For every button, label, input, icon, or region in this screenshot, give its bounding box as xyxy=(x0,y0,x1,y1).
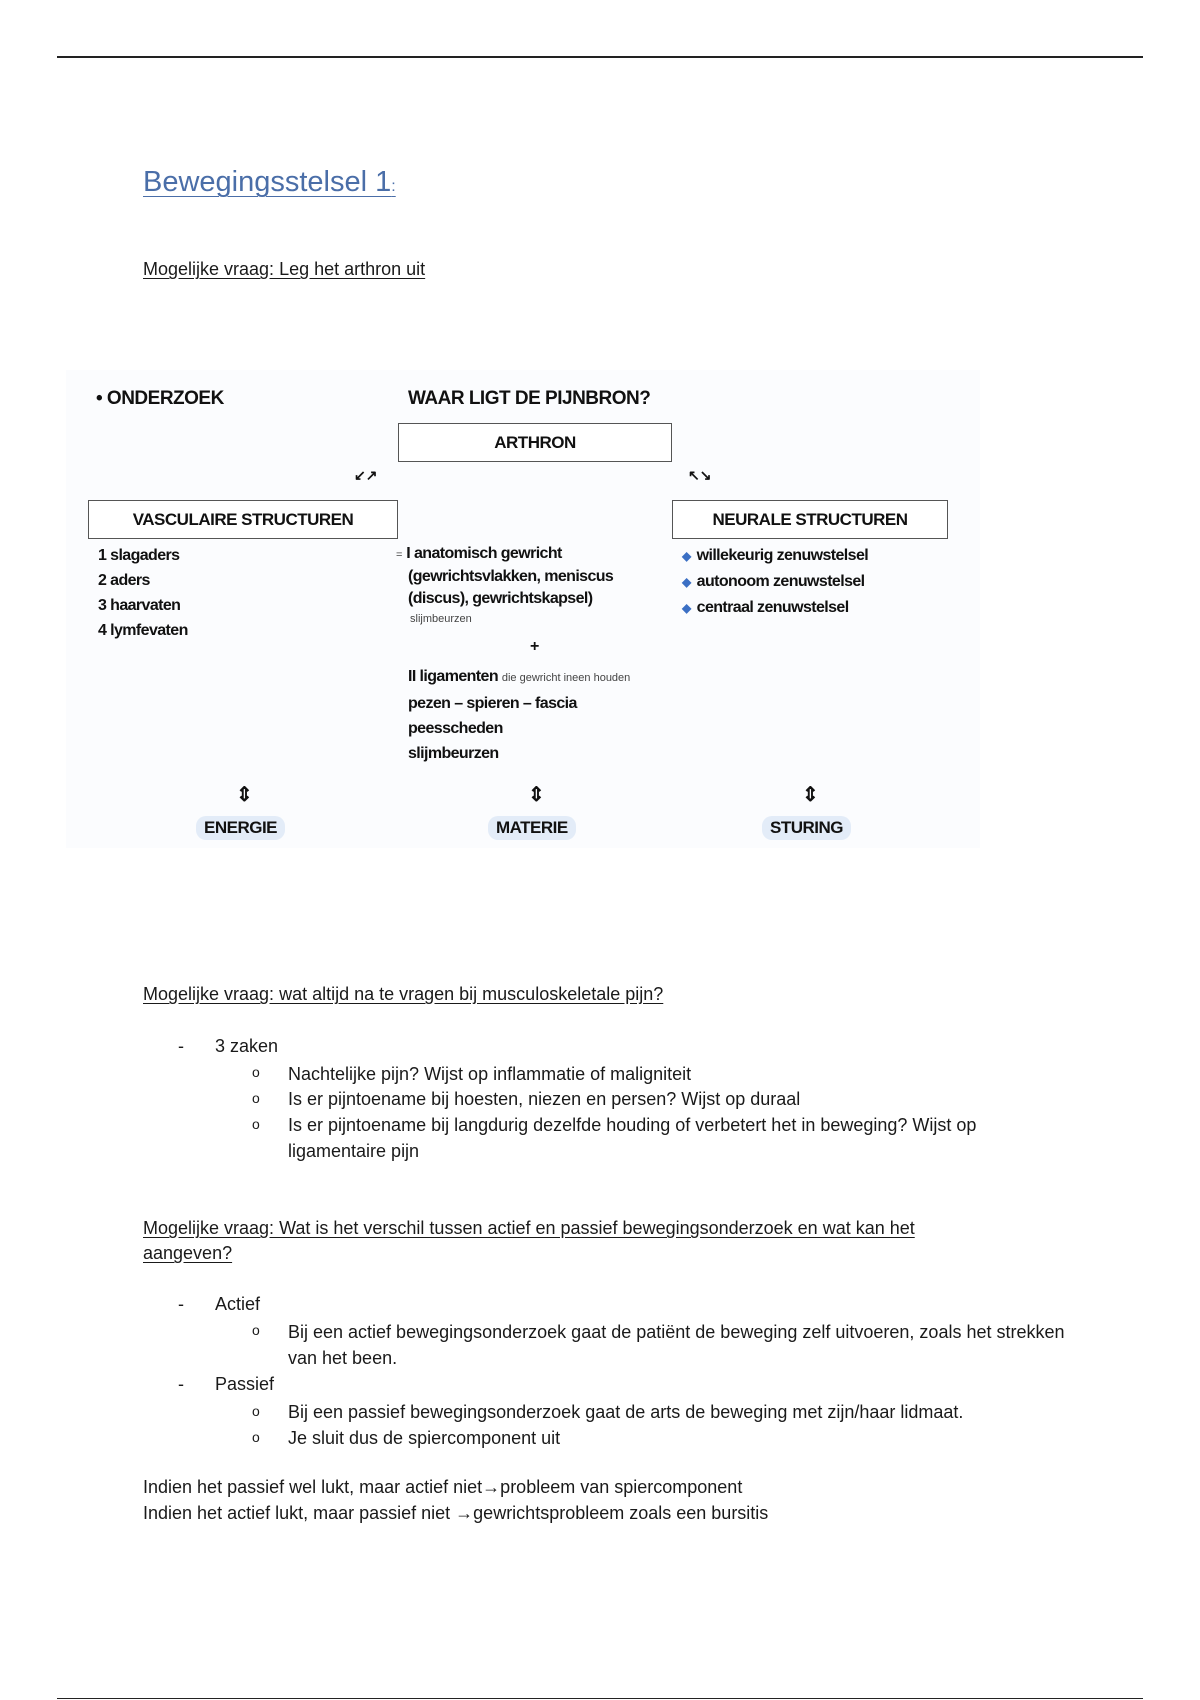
question-arthron: Mogelijke vraag: Leg het arthron uit xyxy=(143,259,426,279)
plus-sign: + xyxy=(530,638,539,655)
list-item: willekeurig zenuwstelsel xyxy=(696,547,869,564)
diamond-bullet-icon: ◆ xyxy=(682,601,691,615)
list-item: 3 zaken xyxy=(215,1036,279,1056)
list-item: Nachtelijke pijn? Wijst op inflammatie of maligniteit xyxy=(288,1064,692,1084)
neural-box: NEURALE STRUCTUREN xyxy=(672,500,948,539)
list-item: (discus), gewrichtskapsel) xyxy=(408,590,593,607)
list-item: Passief xyxy=(215,1374,275,1394)
diamond-bullet-icon: ◆ xyxy=(682,575,691,589)
question-actief-passief: Mogelijke vraag: Wat is het verschil tussen actief en passief bewegingsonderzoek en wat kan het aangeven? xyxy=(143,1218,915,1263)
list-item: 1 slagaders xyxy=(98,547,180,564)
list-item: Bij een passief bewegingsonderzoek gaat de arts de beweging met zijn/haar lidmaat. xyxy=(288,1402,964,1422)
page-title: Bewegingsstelsel 1: xyxy=(143,166,396,198)
updown-arrow-icon: ⇕ xyxy=(236,784,253,806)
small-note: slijmbeurzen xyxy=(410,613,472,625)
list-item: slijmbeurzen xyxy=(408,745,499,762)
arthron-components xyxy=(396,543,666,766)
circle-bullet-icon: o xyxy=(252,1322,260,1338)
equals-sign: = xyxy=(396,549,403,561)
list-item: 2 aders xyxy=(98,572,150,589)
list-item: peesscheden xyxy=(408,720,503,737)
small-note: die gewricht ineen houden xyxy=(501,672,631,684)
dash-bullet: - xyxy=(178,1294,184,1314)
arrows-right-icon: ↖↘ xyxy=(688,467,712,483)
footer-rule xyxy=(57,1698,1143,1699)
conclusion-line: Indien het passief wel lukt, maar actief niet→probleem van spiercomponent xyxy=(143,1477,743,1497)
list-item: Actief xyxy=(215,1294,261,1314)
list-item: centraal zenuwstelsel xyxy=(696,599,849,616)
dash-bullet: - xyxy=(178,1374,184,1394)
circle-bullet-icon: o xyxy=(252,1116,260,1132)
updown-arrow-icon: ⇕ xyxy=(528,784,545,806)
label-sturing: STURING xyxy=(762,816,851,840)
vascular-list xyxy=(98,543,188,643)
diamond-bullet-icon: ◆ xyxy=(682,549,691,563)
list-item: II ligamenten xyxy=(408,668,498,685)
circle-bullet-icon: o xyxy=(252,1064,260,1080)
circle-bullet-icon: o xyxy=(252,1429,260,1445)
list-item: pezen – spieren – fascia xyxy=(408,695,577,712)
list-item: Bij een actief bewegingsonderzoek gaat de patiënt de beweging zelf uitvoeren, zoals het strekken van het been. xyxy=(288,1322,1065,1368)
list-item: I anatomisch gewricht xyxy=(406,545,562,562)
arthron-box: ARTHRON xyxy=(398,423,672,462)
header-rule xyxy=(57,56,1143,58)
circle-bullet-icon: o xyxy=(252,1403,260,1419)
list-item: 4 lymfevaten xyxy=(98,622,188,639)
conclusion-line: Indien het actief lukt, maar passief niet →gewrichtsprobleem zoals een bursitis xyxy=(143,1503,769,1523)
arrows-left-icon: ↙↗ xyxy=(354,467,378,483)
label-energie: ENERGIE xyxy=(196,816,285,840)
figure-header-center: WAAR LIGT DE PIJNBRON? xyxy=(408,388,651,409)
question-musculoskeletal: Mogelijke vraag: wat altijd na te vragen bij musculoskeletale pijn? xyxy=(143,984,664,1004)
circle-bullet-icon: o xyxy=(252,1090,260,1106)
figure-header-left: • ONDERZOEK xyxy=(96,388,224,409)
list-item: (gewrichtsvlakken, meniscus xyxy=(408,568,614,585)
arthron-figure xyxy=(66,370,980,848)
list-item: autonoom zenuwstelsel xyxy=(696,573,865,590)
label-materie: MATERIE xyxy=(488,816,576,840)
list-item: 3 haarvaten xyxy=(98,597,181,614)
dash-bullet: - xyxy=(178,1036,184,1056)
vascular-box: VASCULAIRE STRUCTUREN xyxy=(88,500,398,539)
updown-arrow-icon: ⇕ xyxy=(802,784,819,806)
list-item: Is er pijntoename bij hoesten, niezen en persen? Wijst op duraal xyxy=(288,1089,801,1109)
list-item: Is er pijntoename bij langdurig dezelfde houding of verbetert het in beweging? Wijst op ligamentaire pijn xyxy=(288,1115,977,1161)
neural-list xyxy=(682,543,868,621)
list-item: Je sluit dus de spiercomponent uit xyxy=(288,1428,561,1448)
